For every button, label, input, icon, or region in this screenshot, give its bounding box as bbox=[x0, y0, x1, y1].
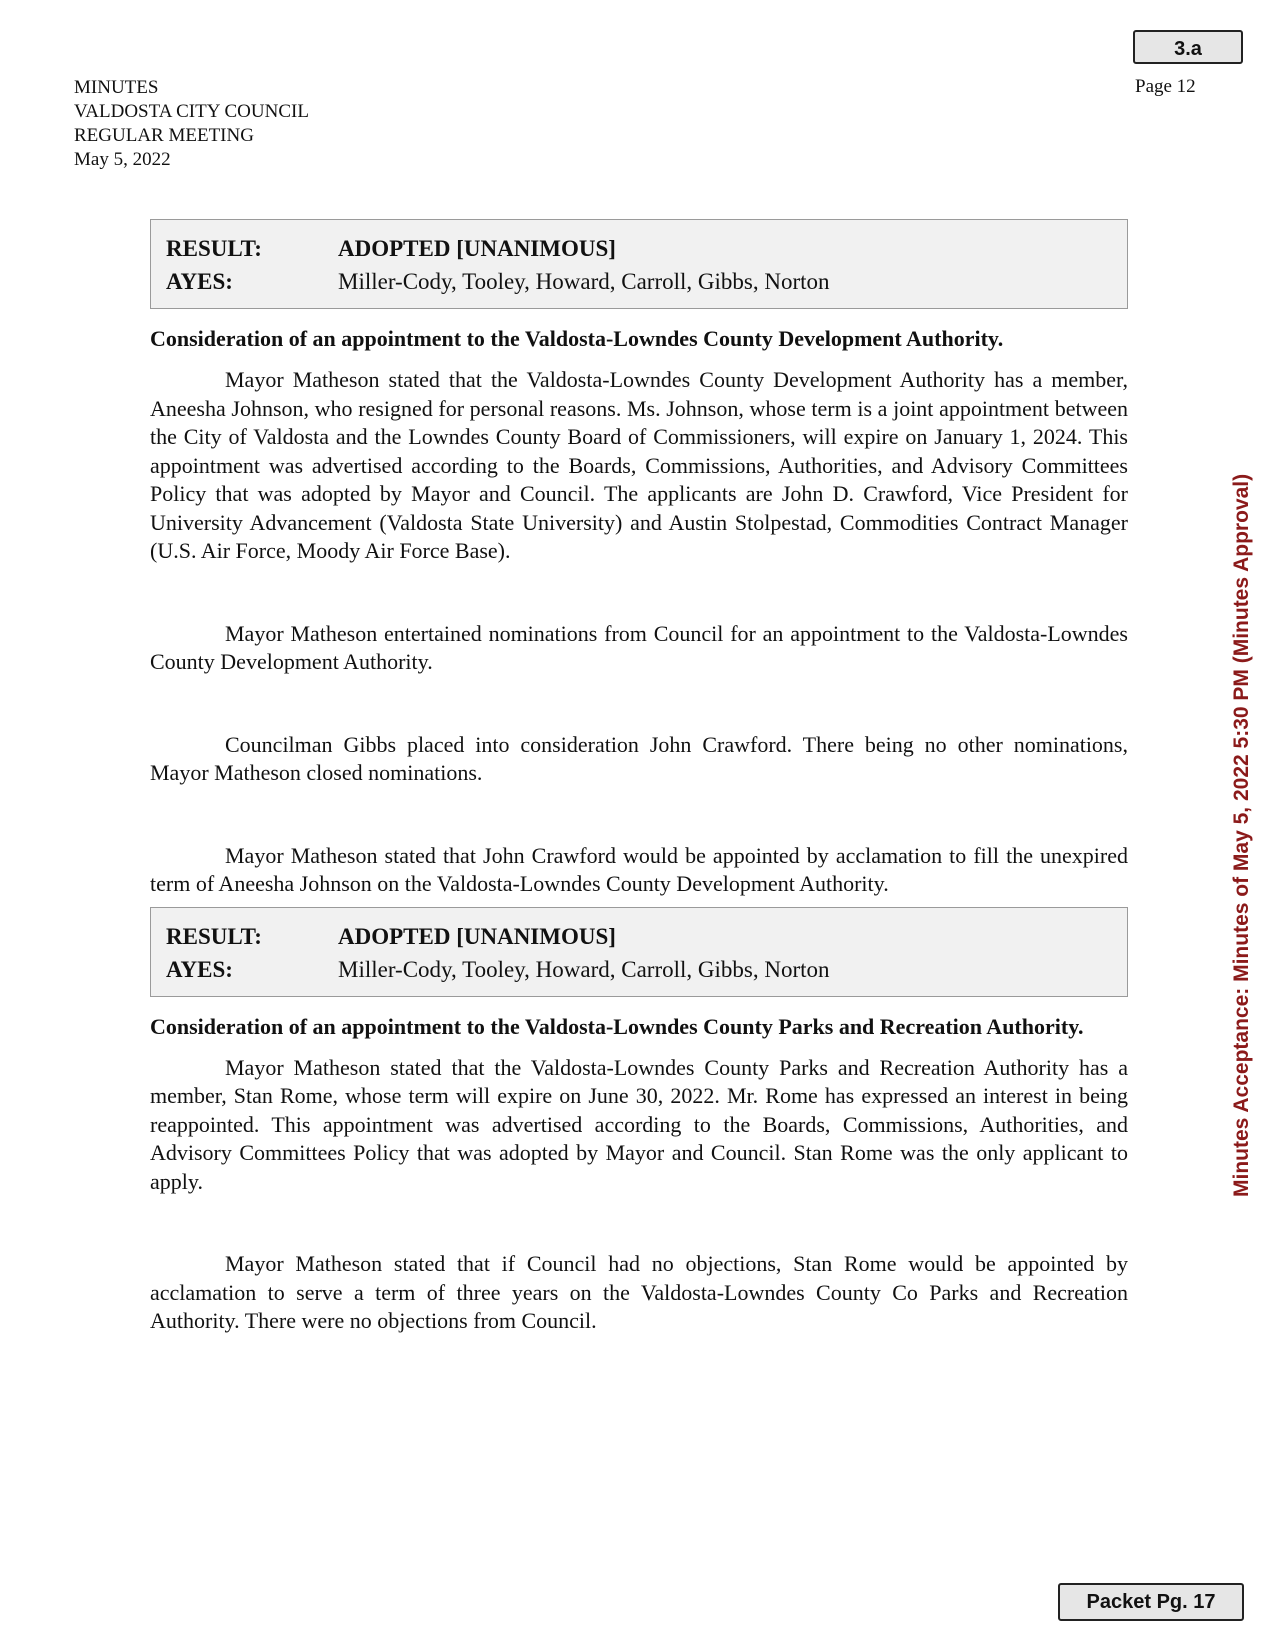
ayes-value: Miller-Cody, Tooley, Howard, Carroll, Gibbs, Norton bbox=[338, 269, 830, 294]
header-line-minutes: MINUTES bbox=[74, 77, 159, 98]
document-header bbox=[74, 76, 309, 172]
agenda-item-tag: 3.a bbox=[1133, 30, 1243, 64]
result-box bbox=[150, 219, 1128, 309]
result-row bbox=[166, 232, 1112, 265]
paragraph: Mayor Matheson stated that the Valdosta-Lowndes County Development Authority has a member, Aneesha Johnson, who resigned for personal reasons. Ms. Johnson, whose term is a joint appointment between the City of Valdosta and the Lowndes County Board of Commissioners, will expire on January 1, 2024. This appointment was advertised according to the Boards, Commissions, Authorities, and Advisory Committees Policy that was adopted by Mayor and Council. The applicants are John D. Crawford, Vice President for University Advancement (Valdosta State University) and Austin Stolpestad, Commodities Contract Manager (U.S. Air Force, Moody Air Force Base). bbox=[150, 367, 1128, 563]
paragraph: Mayor Matheson entertained nominations from Council for an appointment to the Valdosta-Lowndes County Development Authority. bbox=[150, 620, 1128, 674]
section-heading: Consideration of an appointment to the Valdosta-Lowndes County Parks and Recreation Authority. bbox=[150, 1013, 1084, 1039]
section-heading: Consideration of an appointment to the Valdosta-Lowndes County Development Authority. bbox=[150, 326, 1004, 351]
document-body bbox=[150, 219, 1128, 1336]
result-value: ADOPTED [UNANIMOUS] bbox=[338, 236, 616, 261]
result-label: RESULT: bbox=[166, 923, 262, 949]
result-box bbox=[150, 907, 1128, 997]
paragraph: Mayor Matheson stated that if Council had no objections, Stan Rome would be appointed by acclamation to serve a term of three years on the Valdosta-Lowndes County Co Parks and Recreation Authority. There were no objections from Council. bbox=[150, 1251, 1128, 1333]
ayes-value: Miller-Cody, Tooley, Howard, Carroll, Gibbs, Norton bbox=[338, 956, 830, 982]
packet-page-tag: Packet Pg. 17 bbox=[1058, 1583, 1244, 1621]
result-row bbox=[166, 920, 1112, 953]
header-line-date: May 5, 2022 bbox=[74, 149, 171, 170]
ayes-row bbox=[166, 265, 1112, 298]
result-label: RESULT: bbox=[166, 236, 262, 261]
header-line-council: VALDOSTA CITY COUNCIL bbox=[74, 101, 309, 122]
minutes-acceptance-side-note: Minutes Acceptance: Minutes of May 5, 2022 5:30 PM (Minutes Approval) bbox=[1230, 473, 1253, 1197]
ayes-row bbox=[166, 953, 1112, 986]
result-value: ADOPTED [UNANIMOUS] bbox=[338, 923, 616, 949]
ayes-label: AYES: bbox=[166, 269, 233, 294]
page-number: Page 12 bbox=[1135, 76, 1196, 97]
paragraph: Mayor Matheson stated that John Crawford would be appointed by acclamation to fill the unexpired term of Aneesha Johnson on the Valdosta-Lowndes County Development Authority. bbox=[150, 842, 1128, 896]
paragraph: Councilman Gibbs placed into consideration John Crawford. There being no other nominations, Mayor Matheson closed nominations. bbox=[150, 731, 1128, 785]
paragraph: Mayor Matheson stated that the Valdosta-Lowndes County Parks and Recreation Authority has a member, Stan Rome, whose term will expire on June 30, 2022. Mr. Rome has expressed an interest in being reappointed. This appointment was advertised according to the Boards, Commissions, Authorities, and Advisory Committees Policy that was adopted by Mayor and Council. Stan Rome was the only applicant to apply. bbox=[150, 1054, 1128, 1194]
ayes-label: AYES: bbox=[166, 956, 233, 982]
header-line-meeting: REGULAR MEETING bbox=[74, 125, 254, 146]
